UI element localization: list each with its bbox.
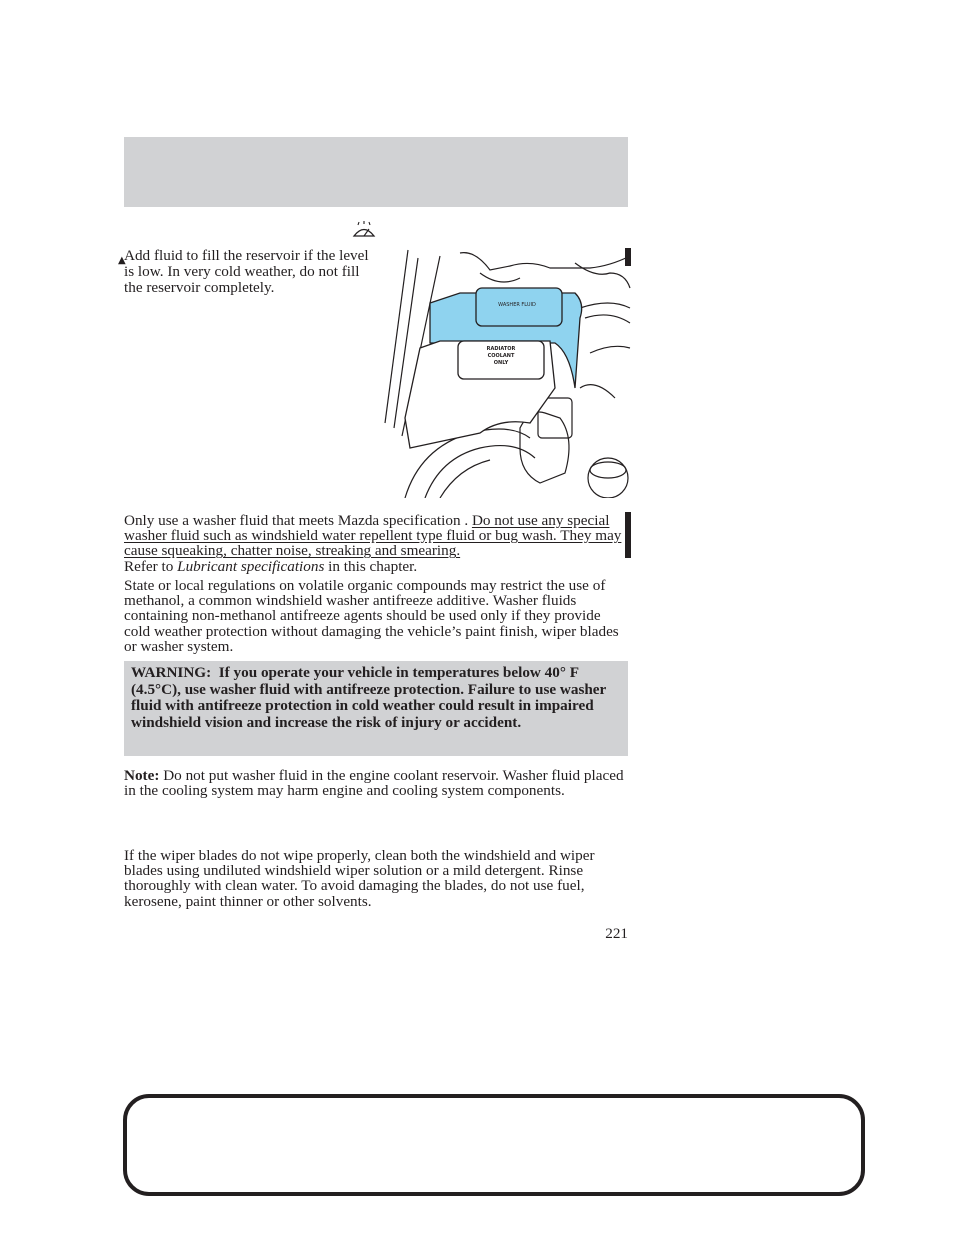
warning-text — [131, 665, 620, 732]
coolant-label-line-2: COOLANT — [487, 353, 515, 359]
coolant-label-line-1: RADIATOR — [486, 346, 516, 352]
note-label: Note: — [124, 767, 160, 784]
spec-lead: Only use a washer fluid that meets Mazda specification . — [124, 512, 472, 529]
spec-paragraph — [124, 513, 624, 574]
washer-fluid-icon — [352, 221, 376, 239]
warning-box — [124, 661, 628, 756]
change-bar — [625, 512, 631, 558]
refer-prefix: Refer to — [124, 557, 178, 575]
lubricant-specifications-ref: Lubricant specifications — [177, 557, 325, 575]
regulations-paragraph: State or local regulations on volatile organic compounds may restrict the use of methanol, a common windshield washer antifreeze additive. Washer fluids containing non-methanol antifreeze agents should be used only if they provide cold weather protection without damaging the vehicle’s paint finish, wiper blades or washer system. — [124, 577, 619, 655]
wiper-paragraph: If the wiper blades do not wipe properly, clean both the windshield and wiper blades using undiluted windshield wiper solution or a mild detergent. Rinse thoroughly with clean water. To avoid damaging the blades, do not use fuel, kerosene, paint thinner or other solvents. — [124, 847, 595, 910]
change-bar — [625, 248, 631, 266]
coolant-label-line-3: ONLY — [493, 360, 509, 366]
refer-suffix: in this chapter. — [324, 557, 418, 575]
footer-box — [123, 1094, 865, 1196]
spec-caution: Do not use any special washer fluid such as windshield water repellent type fluid or bug wash. They may cause squeaking, chatter noise, streaking and smearing. — [124, 512, 622, 560]
engine-compartment-illustration — [380, 248, 632, 498]
note-paragraph — [124, 768, 624, 798]
header-band — [124, 137, 628, 207]
page-number: 221 — [605, 925, 628, 942]
washer-cap-label: WASHER FLUID — [498, 302, 536, 308]
warning-label: WARNING: — [131, 664, 212, 681]
intro-paragraph: Add fluid to fill the reservoir if the level is low. In very cold weather, do not fill the reservoir completely. — [124, 247, 369, 296]
note-body: Do not put washer fluid in the engine coolant reservoir. Washer fluid placed in the cooling system may harm engine and cooling system components. — [124, 767, 624, 800]
warning-body: If you operate your vehicle in temperatures below 40° F (4.5°C), use washer fluid with antifreeze protection. Failure to use washer fluid with antifreeze protection in cold weather could result in impaired windshield vision and increase the risk of injury or accident. — [131, 664, 607, 732]
revision-mark: ▲ — [118, 255, 126, 266]
